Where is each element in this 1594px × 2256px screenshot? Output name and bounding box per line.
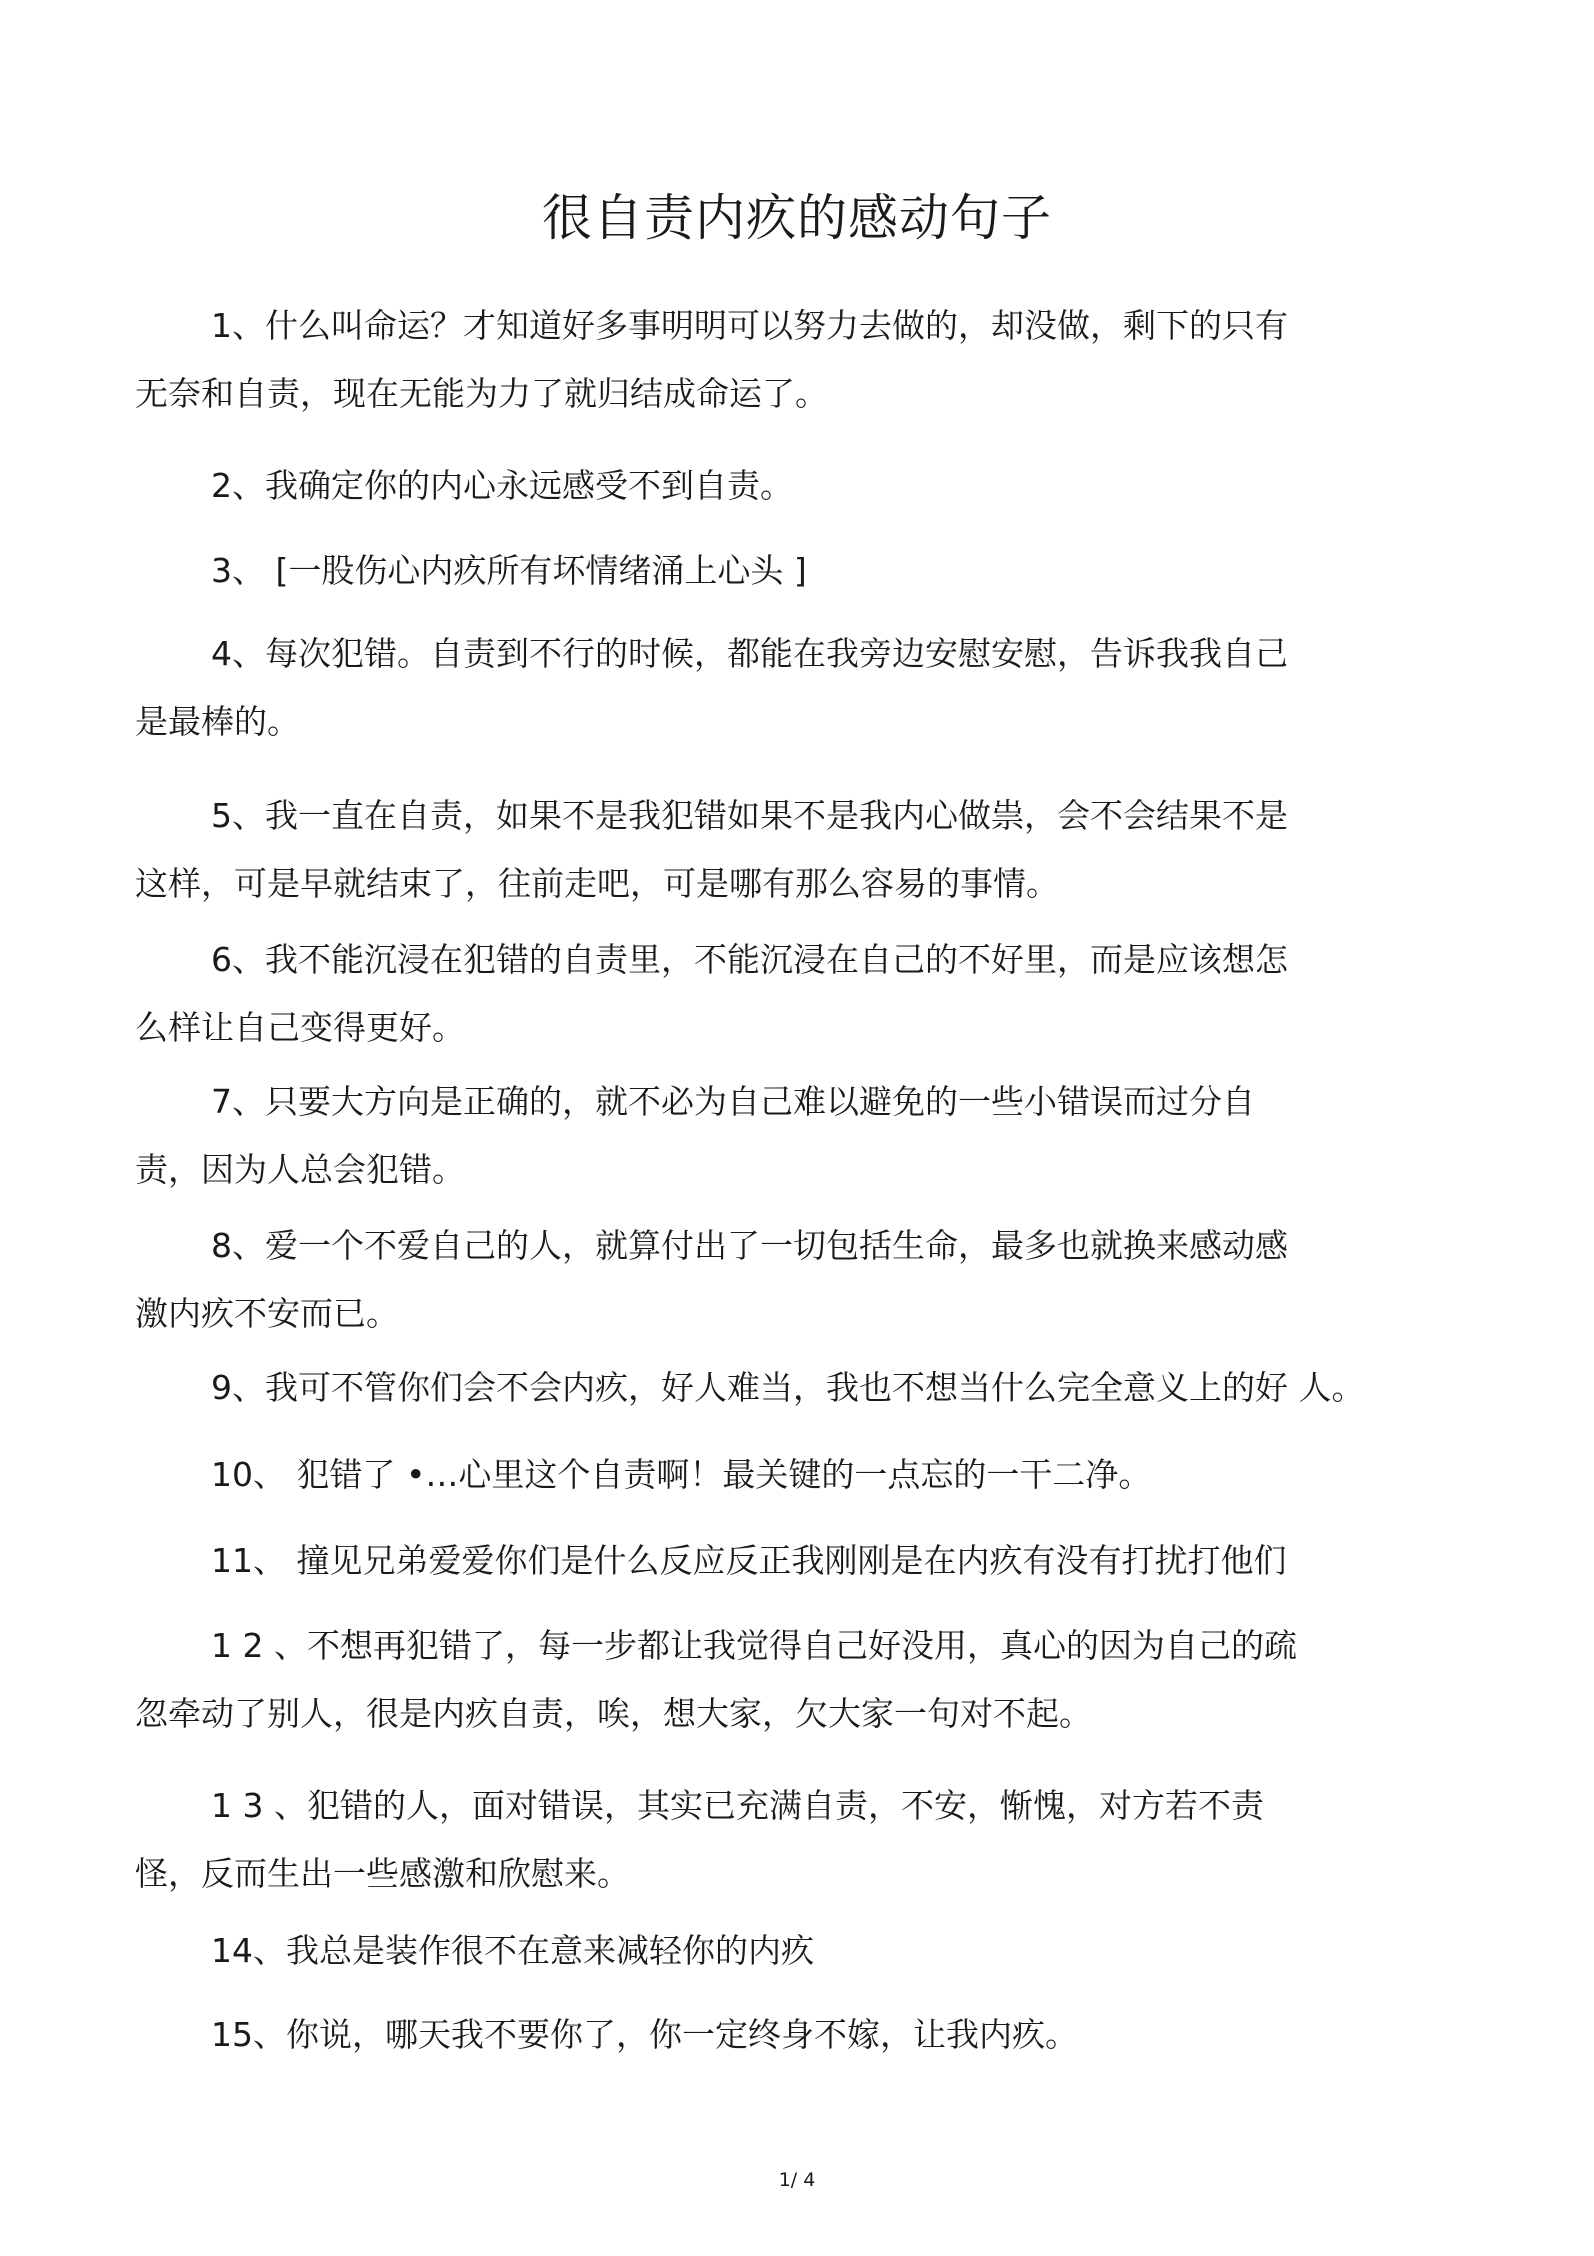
paragraph-line: 1 2 、不想再犯错了，每一步都让我觉得自己好没用，真心的因为自己的疏 bbox=[211, 1626, 1297, 1665]
paragraph-line: 2、我确定你的内心永远感受不到自责。 bbox=[211, 466, 793, 505]
paragraph bbox=[135, 1441, 1425, 1509]
paragraph-line: 7、只要大方向是正确的，就不必为自己难以避免的一些小错误而过分自 bbox=[211, 1082, 1255, 1121]
paragraph-line: 10、 犯错了 •…心里这个自责啊！最关键的一点忘的一干二净。 bbox=[211, 1455, 1152, 1494]
paragraph-line: 15、你说，哪天我不要你了，你一定终身不嫁，让我内疚。 bbox=[211, 2015, 1078, 2054]
paragraph bbox=[135, 1527, 1425, 1595]
page-number: 1/ 4 bbox=[778, 2169, 816, 2191]
paragraph-line: 无奈和自责，现在无能为力了就归结成命运了。 bbox=[135, 374, 828, 413]
paragraph bbox=[135, 1612, 1425, 1748]
paragraph bbox=[135, 1354, 1425, 1422]
paragraph-line: 忽牵动了别人，很是内疚自责，唉，想大家，欠大家一句对不起。 bbox=[135, 1694, 1092, 1733]
paragraph bbox=[135, 537, 1425, 605]
paragraph-line: 激内疚不安而已。 bbox=[135, 1294, 399, 1333]
paragraph-line: 14、我总是装作很不在意来减轻你的内疚 bbox=[211, 1931, 814, 1970]
paragraph bbox=[135, 1068, 1425, 1204]
paragraph-line: 怪，反而生出一些感激和欣慰来。 bbox=[135, 1854, 630, 1893]
paragraph bbox=[135, 1772, 1425, 1908]
paragraph-line: 责，因为人总会犯错。 bbox=[135, 1150, 465, 1189]
paragraph-line: 9、我可不管你们会不会内疚，好人难当，我也不想当什么完全意义上的好 人。 bbox=[211, 1368, 1365, 1407]
paragraph bbox=[135, 292, 1425, 428]
paragraph-line: 么样让自己变得更好。 bbox=[135, 1008, 465, 1047]
paragraph-line: 8、爱一个不爱自己的人，就算付出了一切包括生命，最多也就换来感动感 bbox=[211, 1226, 1288, 1265]
paragraph-line: 11、 撞见兄弟爱爱你们是什么反应反正我刚刚是在内疚有没有打扰打他们 bbox=[211, 1541, 1287, 1580]
paragraph-line: 是最棒的。 bbox=[135, 702, 300, 741]
paragraph-line: 1、什么叫命运？才知道好多事明明可以努力去做的，却没做，剩下的只有 bbox=[211, 306, 1288, 345]
paragraph bbox=[135, 1917, 1425, 1985]
paragraph-line: 4、每次犯错。自责到不行的时候，都能在我旁边安慰安慰，告诉我我自己 bbox=[211, 634, 1288, 673]
paragraph-line: 3、 [一股伤心内疚所有坏情绪涌上心头 ] bbox=[211, 551, 807, 590]
paragraph bbox=[135, 1212, 1425, 1348]
paragraph-line: 1 3 、犯错的人，面对错误，其实已充满自责，不安，惭愧，对方若不责 bbox=[211, 1786, 1264, 1825]
paragraph bbox=[135, 452, 1425, 520]
paragraph-line: 5、我一直在自责，如果不是我犯错如果不是我内心做祟，会不会结果不是 bbox=[211, 796, 1288, 835]
paragraph bbox=[135, 782, 1425, 918]
paragraph bbox=[135, 926, 1425, 1062]
paragraph bbox=[135, 2001, 1425, 2069]
document-title: 很自责内疚的感动句子 bbox=[542, 189, 1052, 247]
paragraph-line: 这样，可是早就结束了，往前走吧，可是哪有那么容易的事情。 bbox=[135, 864, 1059, 903]
paragraph-line: 6、我不能沉浸在犯错的自责里，不能沉浸在自己的不好里，而是应该想怎 bbox=[211, 940, 1288, 979]
paragraph bbox=[135, 620, 1425, 756]
